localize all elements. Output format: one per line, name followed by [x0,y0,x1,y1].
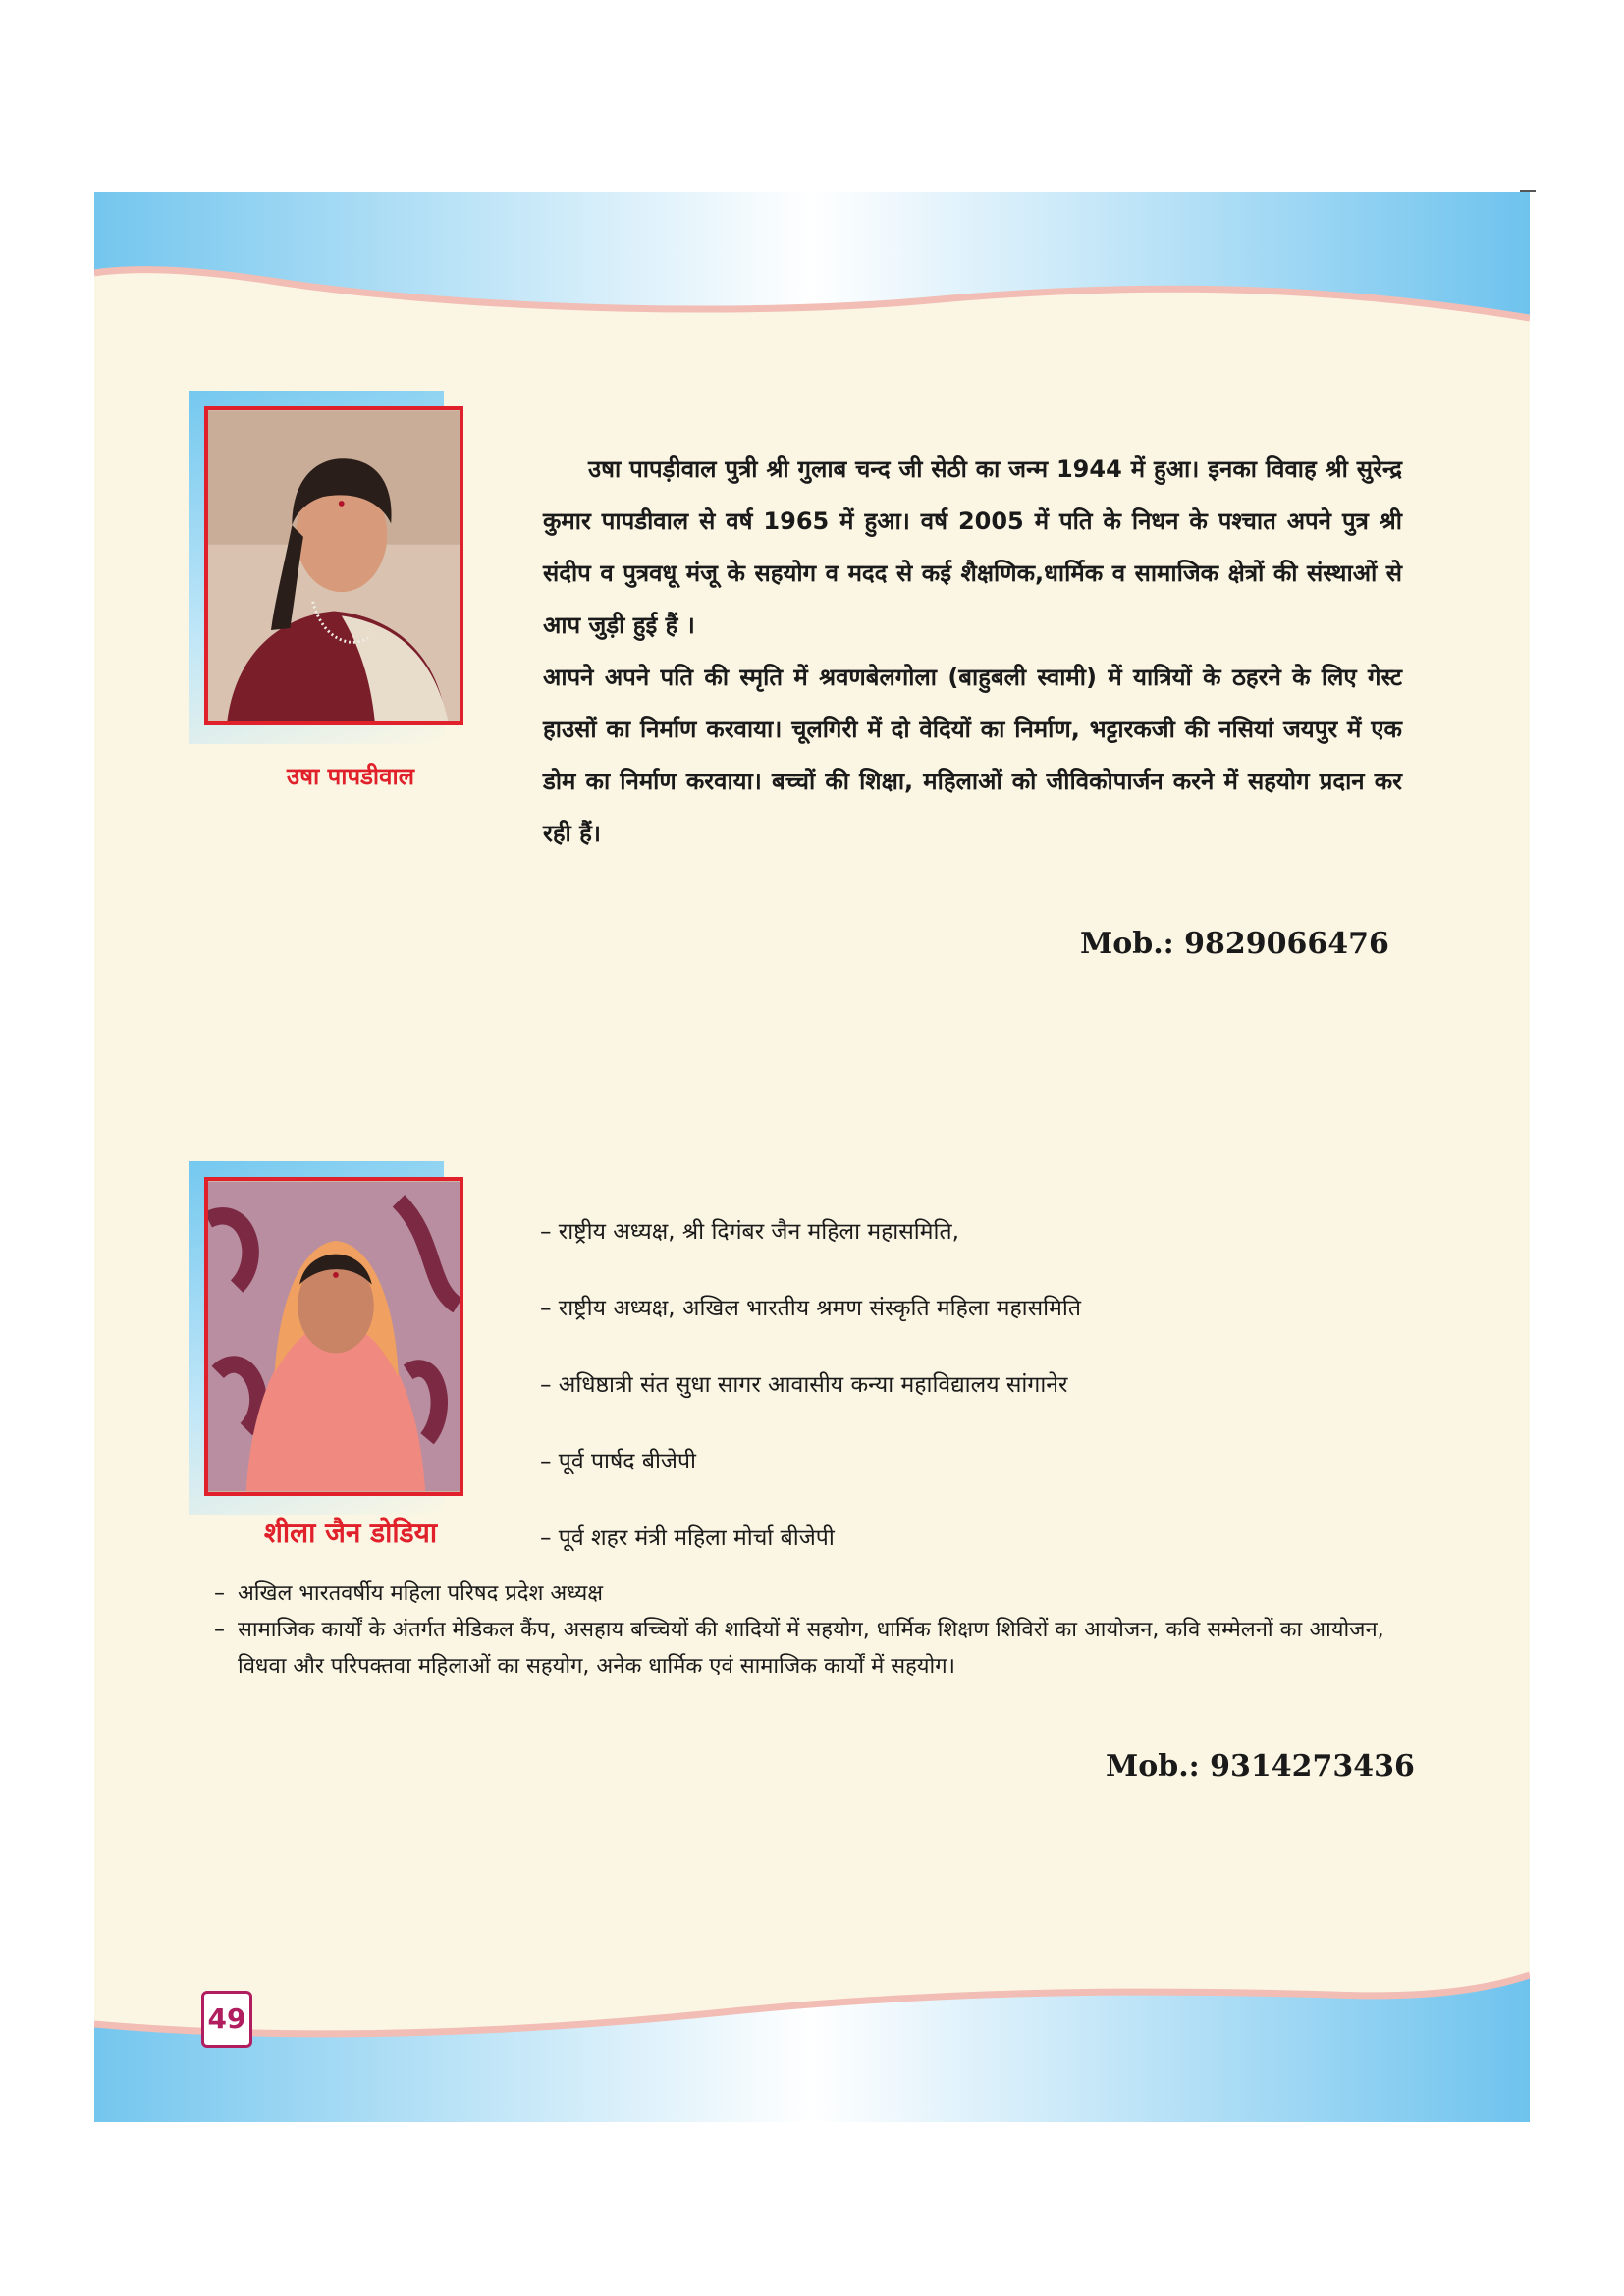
additional-activities-list [214,1575,1412,1684]
profile-photo-sheela-block [189,1161,473,1515]
profile-bio-usha [543,444,1402,860]
list-item: – राष्ट्रीय अध्यक्ष, अखिल भारतीय श्रमण संस्कृति महिला महासमिति [540,1296,1081,1321]
portrait-woman-icon [208,410,460,721]
bottom-wave-band [94,1965,1530,2122]
profile-photo-usha [204,406,463,725]
bio-paragraph: उषा पापड़ीवाल पुत्री श्री गुलाब चन्द जी सेठी का जन्म 1944 में हुआ। इनका विवाह श्री सुरेन्द्र कुमार पापडीवाल से वर्ष 1965 में हुआ। वर्ष 2005 में पति के निधन के पश्चात अपने पुत्र श्री संदीप व पुत्रवधू मंजू के सहयोग व मदद से कई शैक्षणिक,धार्मिक व सामाजिक क्षेत्रों की संस्थाओं से आप जुड़ी हुई हैं । [543,455,1402,639]
portrait-woman-icon [208,1181,460,1492]
top-wave-band [94,192,1530,340]
profile-photo-sheela [204,1177,463,1496]
list-item: – अधिष्ठात्री संत सुधा सागर आवासीय कन्या महाविद्यालय सांगानेर [540,1372,1068,1398]
mobile-number-sheela: Mob.: 9314273436 [1106,1749,1415,1784]
profile-photo-usha-block [189,391,473,744]
list-item: – पूर्व शहर मंत्री महिला मोर्चा बीजेपी [540,1525,835,1551]
profile-name-sheela: शीला जैन डोडिया [263,1517,438,1549]
corner-crop-mark [1520,190,1536,192]
list-item: – पूर्व पार्षद बीजेपी [540,1449,696,1474]
profile-name-usha: उषा पापडीवाल [287,763,414,790]
bio-paragraph: आपने अपने पति की स्मृति में श्रवणबेलगोला (बाहुबली स्वामी) में यात्रियों के ठहरने के लिए गेस्ट हाउसों का निर्माण करवाया। चूलगिरी में दो वेदियों का निर्माण, भट्टारकजी की नसियां जयपुर में एक डोम का निर्माण करवाया। बच्चों की शिक्षा, महिलाओं को जीविकोपार्जन करने में सहयोग प्रदान कर रही हैं। [543,664,1402,847]
mobile-number-usha: Mob.: 9829066476 [1080,927,1389,961]
list-item: – राष्ट्रीय अध्यक्ष, श्री दिगंबर जैन महिला महासमिति, [540,1219,959,1245]
page-number: 49 [201,1991,252,2048]
roles-list [540,1209,1424,1592]
list-item: – सामाजिक कार्यों के अंतर्गत मेडिकल कैंप, असहाय बच्चियों की शादियों में सहयोग, धार्मिक शिक्षण शिविरों का आयोजन, कवि सम्मेलनों का आयोजन, विधवा और परिपक्तवा महिलाओं का सहयोग, अनेक धार्मिक एवं सामाजिक कार्यों में सहयोग। [214,1612,1412,1684]
list-item: – अखिल भारतवर्षीय महिला परिषद प्रदेश अध्यक्ष [214,1575,1412,1612]
